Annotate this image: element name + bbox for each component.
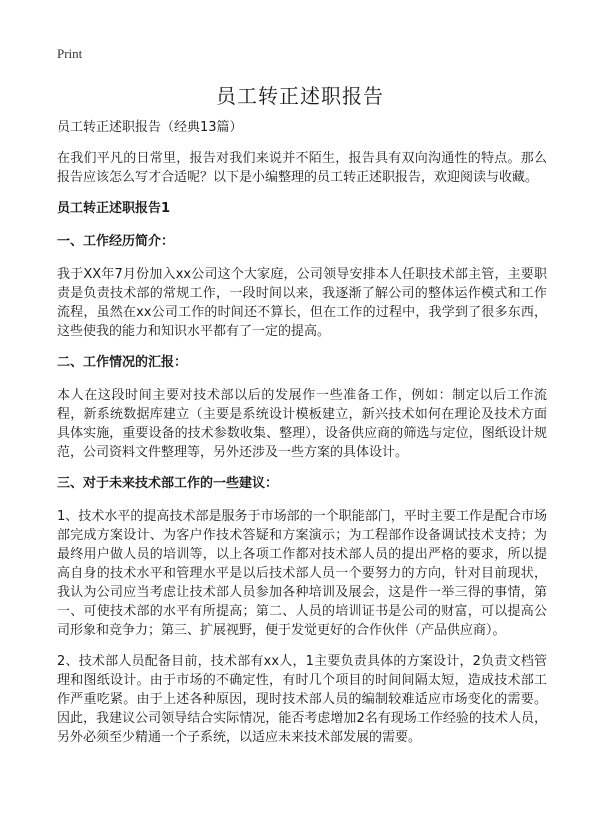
print-link[interactable]: Print xyxy=(57,46,83,61)
article-heading: 员工转正述职报告1 xyxy=(57,201,171,216)
intro-paragraph: 在我们平凡的日常里，报告对我们来说并不陌生，报告具有双向沟通性的特点。那么报告应该怎么写才合适呢？以下是小编整理的员工转正述职报告，欢迎阅读与收藏。 xyxy=(57,151,547,185)
section-1-paragraph-1: 我于XX年7月份加入xx公司这个大家庭，公司领导安排本人任职技术部主管，主要职责是负责技术部的常规工作，一段时间以来，我逐渐了解公司的整体运作模式和工作流程，虽然在xx公司工作的时间还不算长，但在工作的过程中，我学到了很多东西，这些使我的能力和知识水平都有了一定的提高。 xyxy=(57,267,547,339)
section-heading-2: 二、工作情况的汇报： xyxy=(57,355,188,370)
document-subtitle: 员工转正述职报告（经典13篇） xyxy=(57,120,243,135)
section-3-paragraph-1: 1、技术水平的提高技术部是服务于市场部的一个职能部门，平时主要工作是配合市场部完成方案设计、为客户作技术答疑和方案演示；为工程部作设备调试技术支持；为最终用户做人员的培训等，以上各项工作都对技术部人员的提出严格的要求，所以提高自身的技术水平和管理水平是以后技术部人员一个要努力的方向，针对目前现状，我认为公司应当考虑让技术部人员参加各种培训及展会，这是件一举三得的事情，第一、可使技术部的水平有所提高；第二、人员的培训证书是公司的财富，可以提高公司形象和竞争力；第三、扩展视野，便于发觉更好的合作伙伴（产品供应商）。 xyxy=(57,509,547,638)
document-title: 员工转正述职报告 xyxy=(216,84,384,108)
section-2-paragraph-1: 本人在这段时间主要对技术部以后的发展作一些准备工作，例如：制定以后工作流程，新系统数据库建立（主要是系统设计模板建立，新兴技术如何在理论及技术方面具体实施，重要设备的技术参数收集、整理），设备供应商的筛选与定位，图纸设计规范，公司资料文件整理等，另外还涉及一些方案的具体设计。 xyxy=(57,388,547,460)
section-heading-1: 一、工作经历简介： xyxy=(57,234,175,249)
section-3-paragraph-2: 2、技术部人员配备目前，技术部有xx人，1主要负责具体的方案设计，2负责文档管理和图纸设计。由于市场的不确定性，有时几个项目的时间间隔太短，造成技术部工作严重吃紧。由于上述各种原因，现时技术部人员的编制较难适应市场变化的需要。因此，我建议公司领导结合实际情况，能否考虑增加2名有现场工作经验的技术人员，另外必须至少精通一个子系统，以适应未来技术部发展的需要。 xyxy=(57,654,547,745)
document-body xyxy=(57,118,547,759)
section-heading-3: 三、对于未来技术部工作的一些建议： xyxy=(57,476,279,491)
